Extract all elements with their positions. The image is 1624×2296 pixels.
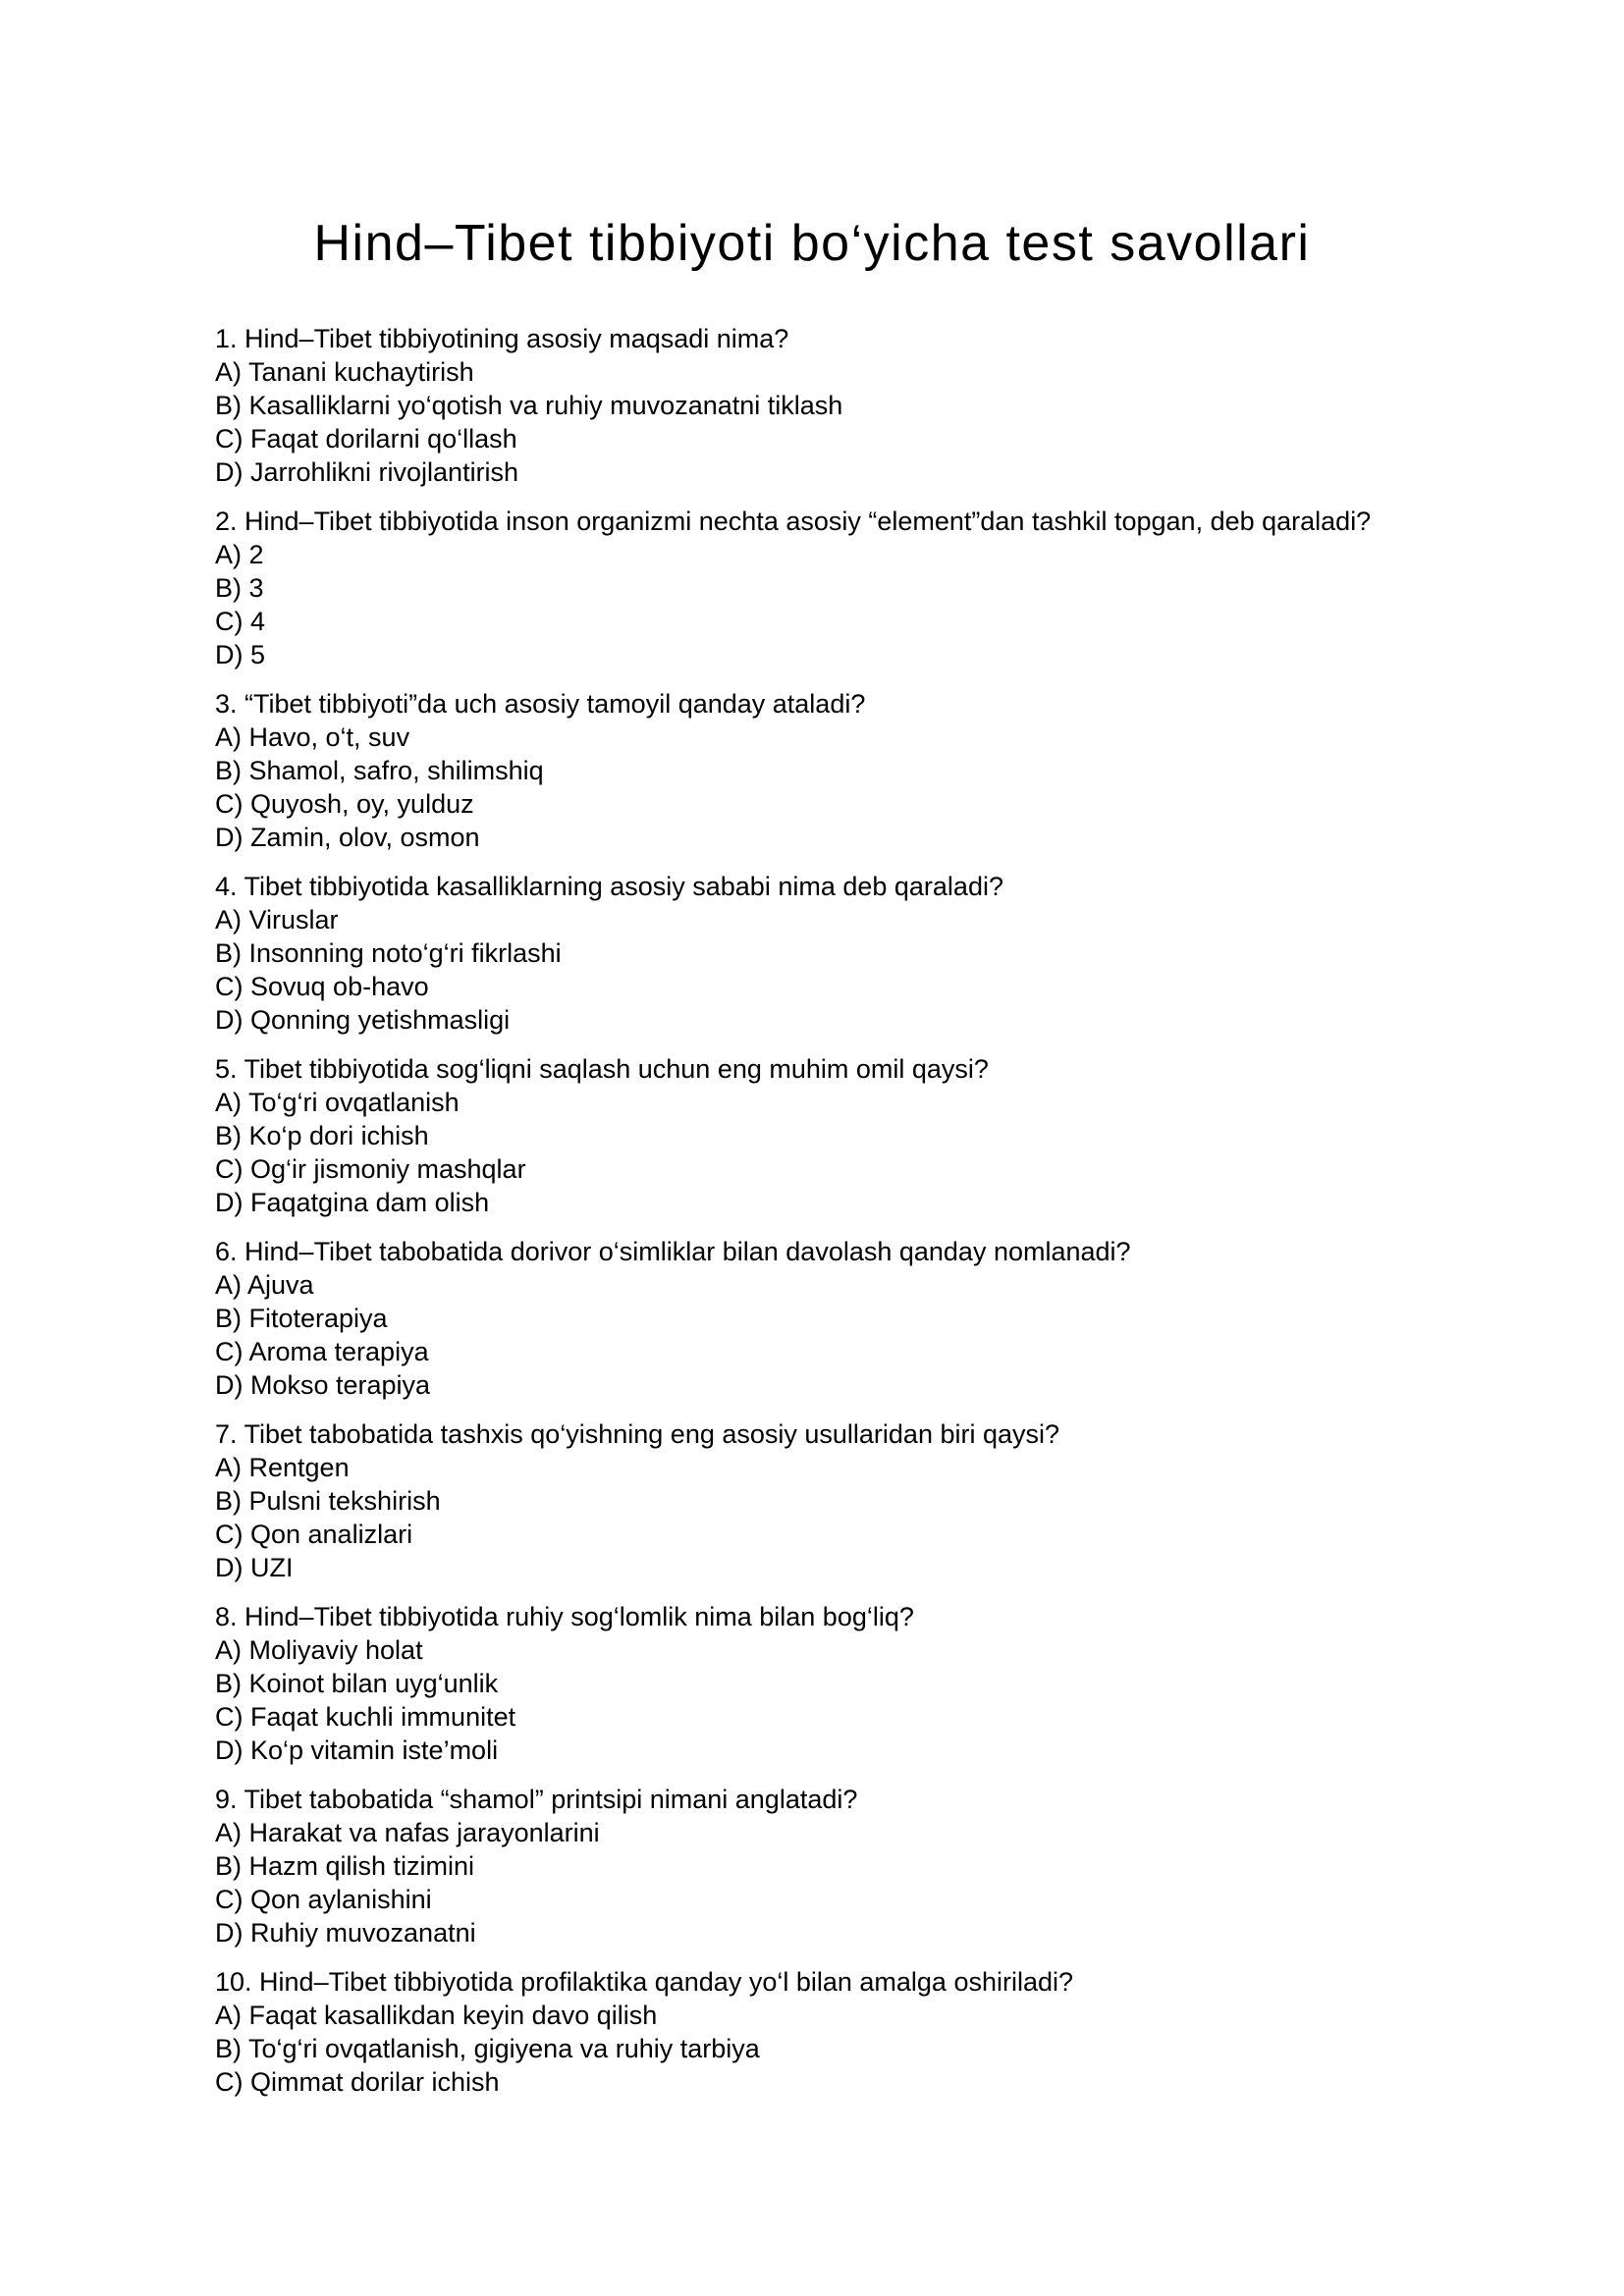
- question-9: [215, 1783, 1491, 1949]
- question-4: [215, 870, 1491, 1037]
- answer-option-b: B) Koinot bilan uyg‘unlik: [215, 1669, 499, 1698]
- answer-option-c: C) Qimmat dorilar ichish: [215, 2067, 500, 2097]
- answer-option-d: D) UZI: [215, 1553, 294, 1582]
- question-7: [215, 1417, 1491, 1584]
- answer-option-c: C) Qon aylanishini: [215, 1885, 432, 1914]
- answer-option-d: D) Ko‘p vitamin iste’moli: [215, 1735, 499, 1765]
- answer-option-d: D) Faqatgina dam olish: [215, 1188, 490, 1217]
- question-2: [215, 505, 1491, 671]
- answer-option-c: C) Faqat dorilarni qo‘llash: [215, 424, 517, 454]
- answer-option-c: C) 4: [215, 607, 266, 636]
- question-text: 10. Hind–Tibet tibbiyotida profilaktika qanday yo‘l bilan amalga oshiriladi?: [215, 1967, 1074, 1997]
- question-text: 8. Hind–Tibet tibbiyotida ruhiy sog‘lomlik nima bilan bog‘liq?: [215, 1602, 914, 1631]
- question-6: [215, 1235, 1491, 1402]
- question-text: 3. “Tibet tibbiyoti”da uch asosiy tamoyil qanday ataladi?: [215, 689, 866, 719]
- answer-option-c: C) Quyosh, oy, yulduz: [215, 789, 474, 819]
- answer-option-a: A) Rentgen: [215, 1453, 350, 1482]
- answer-option-b: B) To‘g‘ri ovqatlanish, gigiyena va ruhiy tarbiya: [215, 2034, 760, 2063]
- question-5: [215, 1052, 1491, 1219]
- answer-option-d: D) Zamin, olov, osmon: [215, 823, 480, 852]
- question-text: 1. Hind–Tibet tibbiyotining asosiy maqsadi nima?: [215, 324, 789, 353]
- question-10: [215, 1965, 1491, 2099]
- answer-option-d: D) Jarrohlikni rivojlantirish: [215, 457, 519, 487]
- answer-option-b: B) Ko‘p dori ichish: [215, 1121, 429, 1150]
- answer-option-d: D) Qonning yetishmasligi: [215, 1005, 511, 1035]
- question-text: 2. Hind–Tibet tibbiyotida inson organizmi nechta asosiy “element”dan tashkil topgan, deb qaraladi?: [215, 507, 1372, 536]
- question-text: 5. Tibet tibbiyotida sog‘liqni saqlash uchun eng muhim omil qaysi?: [215, 1054, 989, 1084]
- answer-option-a: A) Harakat va nafas jarayonlarini: [215, 1818, 600, 1847]
- answer-option-d: D) Mokso terapiya: [215, 1370, 431, 1400]
- question-3: [215, 687, 1491, 854]
- answer-option-a: A) Faqat kasallikdan keyin davo qilish: [215, 2001, 658, 2030]
- answer-option-c: C) Og‘ir jismoniy mashqlar: [215, 1154, 526, 1184]
- question-text: 4. Tibet tibbiyotida kasalliklarning asosiy sababi nima deb qaraladi?: [215, 872, 1003, 901]
- answer-option-b: B) Shamol, safro, shilimshiq: [215, 756, 544, 785]
- question-text: 7. Tibet tabobatida tashxis qo‘yishning eng asosiy usullaridan biri qaysi?: [215, 1419, 1060, 1449]
- answer-option-b: B) Pulsni tekshirish: [215, 1486, 441, 1516]
- question-text: 9. Tibet tabobatida “shamol” printsipi nimani anglatadi?: [215, 1785, 858, 1814]
- answer-option-c: C) Faqat kuchli immunitet: [215, 1702, 516, 1732]
- answer-option-a: A) Havo, o‘t, suv: [215, 722, 410, 752]
- answer-option-b: B) Fitoterapiya: [215, 1304, 388, 1333]
- answer-option-a: A) To‘g‘ri ovqatlanish: [215, 1088, 460, 1117]
- answer-option-a: A) Moliyaviy holat: [215, 1635, 423, 1665]
- question-1: [215, 322, 1491, 489]
- answer-option-b: B) Kasalliklarni yo‘qotish va ruhiy muvozanatni tiklash: [215, 391, 843, 420]
- question-8: [215, 1600, 1491, 1767]
- answer-option-d: D) Ruhiy muvozanatni: [215, 1918, 476, 1948]
- answer-option-b: B) 3: [215, 573, 264, 603]
- answer-option-c: C) Qon analizlari: [215, 1520, 413, 1549]
- answer-option-c: C) Sovuq ob-havo: [215, 972, 429, 1001]
- answer-option-a: A) 2: [215, 540, 264, 569]
- answer-option-a: A) Ajuva: [215, 1270, 314, 1300]
- answer-option-c: C) Aroma terapiya: [215, 1337, 429, 1366]
- answer-option-b: B) Hazm qilish tizimini: [215, 1851, 475, 1881]
- question-list: [215, 322, 1491, 2114]
- document-title: Hind–Tibet tibbiyoti bo‘yicha test savollari: [313, 215, 1311, 272]
- answer-option-a: A) Tanani kuchaytirish: [215, 357, 474, 387]
- answer-option-d: D) 5: [215, 640, 266, 669]
- answer-option-a: A) Viruslar: [215, 905, 339, 934]
- answer-option-b: B) Insonning noto‘g‘ri fikrlashi: [215, 938, 562, 968]
- question-text: 6. Hind–Tibet tabobatida dorivor o‘simliklar bilan davolash qanday nomlanadi?: [215, 1237, 1131, 1266]
